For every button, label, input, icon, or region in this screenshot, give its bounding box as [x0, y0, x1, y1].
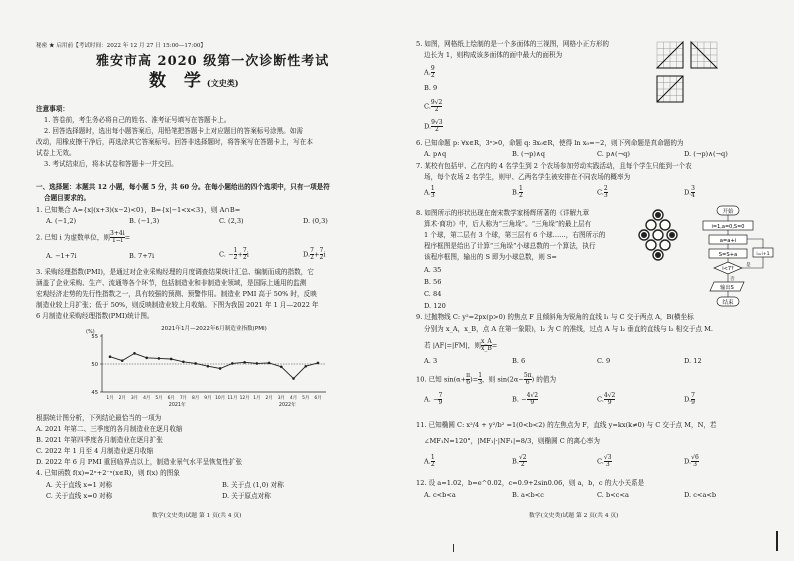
q7-option: A. $\frac{1}{3}$ [424, 185, 435, 199]
pmi-point [219, 367, 222, 370]
subject-name: 数 学 [149, 71, 207, 91]
pmi-point [304, 365, 307, 368]
section-heading: 一、选择题：本题共 12 小题，每小题 5 分，共 60 分。在每小题给出的四个选项中，只有一项是符 [36, 183, 330, 191]
x-tick-label: 2月 [265, 396, 273, 401]
q3-after: 根据统计图分析，下列结论最恰当的一项为 [36, 414, 162, 422]
q11-option: C. $\frac{√3}{3}$ [597, 454, 612, 468]
q9-line: 若 |AF|=|FM|，则 $\frac{x\_A}{x\_B}$ = [424, 338, 498, 352]
notice-line: 试卷上无效。 [36, 149, 76, 157]
q8-option: C. 84 [424, 290, 442, 298]
flowchart [687, 204, 777, 312]
q7-option: D. $\frac{3}{4}$ [684, 185, 695, 199]
q11-line: ∠MF₁N=120°，|MF₁|·|NF₁|=8/3，则椭圆 C 的离心率为 [424, 437, 600, 445]
flow-cond: i<7? [722, 266, 734, 272]
notice-heading: 注意事项： [36, 105, 69, 113]
q12-option: D. c<a<b [684, 491, 717, 499]
q3-line: 3. 采购经理指数(PMI)，是通过对企业采购经理的月度调查结果统计汇总、编制而成的指数，它 [36, 268, 314, 276]
q1-stem: 1. 已知集合 A={x|(x+3)(x−2)<0}，B={x|−1<x<3}，则 A∩B= [36, 206, 241, 214]
q5-option: D. $\frac{9√3}{2}$ [424, 119, 443, 133]
pmi-point [158, 357, 161, 360]
q3-line: 6 月制造业采购经理指数(PMI)统计图。 [36, 312, 154, 320]
q11-option: A. $\frac{1}{2}$ [424, 454, 435, 468]
q3-option: A. 2021 年第二、三季度的各月制造业在逐月收缩 [36, 425, 183, 433]
flow-inc: i=i+1 [756, 252, 770, 257]
pmi-point [268, 362, 271, 365]
q2-stem: 2. 已知 i 为虚数单位，则 $\frac{3+4i}{1-i}$ = [36, 230, 131, 244]
q9-option: A. 3 [424, 357, 438, 365]
q10-option: A. − $\frac{7}{9}$ [424, 392, 443, 406]
notice-line: 改动，用橡皮擦干净后，再选涂其它答案标号。回答非选择题时，将答案写在答题卡上，写在本 [36, 138, 313, 146]
q10-stem: 10. 已知 sin(α+ $\frac{\pi}{6}$ )= $\frac{1}{3}$ ，则 sin(2α− $\frac{5\pi}{6}$ ) 的值为 [416, 372, 557, 386]
q1-option: A. (−1,2) [46, 217, 77, 225]
q6-stem: 6. 已知命题 p: ∀x∈R，3ˣ>0，命题 q: ∃x₀∈R，使得 ln x₀=−2，则下列命题是真命题的为 [416, 139, 684, 147]
x-tick-label: 8月 [192, 396, 200, 401]
flow-step1: a=a+i [719, 238, 737, 244]
y-tick-label: 45 [91, 390, 98, 396]
q12-option: B. a<b<c [512, 491, 544, 499]
x-tick-label: 4月 [289, 396, 298, 401]
q8-line: 程序框图是给出了计算“三角垛”小球总数的一个算法，执行 [424, 242, 596, 250]
q8-option: D. 120 [424, 302, 446, 310]
q11-option: D. $\frac{√6}{3}$ [684, 454, 699, 468]
q10-option: B. − $\frac{4√2}{9}$ [512, 392, 539, 406]
pmi-point [280, 366, 283, 369]
q8-line: 算术·商功》中，后人称为“三角垛”。“三角垛”的最上层有 [424, 220, 592, 228]
section-heading: 合题目要求的。 [44, 194, 91, 202]
q9-option: B. 6 [512, 357, 526, 365]
q9-line: 9. 过抛物线 C: y²=2px(p>0) 的焦点 F 且倾斜角为锐角的直线 l₁ 与 C 交于两点 A，B(横坐标 [416, 313, 694, 321]
q1-option: D. (0,3) [303, 217, 328, 225]
q3-option: C. 2022 年 1 月至 4 月制造业逐月收缩 [36, 447, 154, 455]
x-tick-label: 2月 [118, 396, 126, 401]
q6-option: A. p∧q [424, 150, 447, 158]
fraction: $\frac{3+4i}{1-i}$ [110, 230, 125, 244]
q3-option: B. 2021 年第四季度各月制造业在逐月扩张 [36, 436, 163, 444]
x-tick-label: 3月 [130, 396, 139, 401]
q12-option: A. c<b<a [424, 491, 456, 499]
pmi-point [133, 352, 136, 355]
q5-option: B. 9 [424, 84, 438, 92]
q11-option: B. $\frac{√2}{2}$ [512, 454, 527, 468]
scan-mark [776, 531, 778, 551]
q3-line: 涵盖了企业采购、生产、流通等各个环节，包括制造业和非制造业领域，是国际上通用的监测 [36, 279, 307, 287]
x-tick-label: 7月 [179, 396, 188, 401]
exam-title: 雅安市高 2020 级第一次诊断性考试 [96, 54, 330, 69]
flow-step2: S=S+a [718, 252, 738, 258]
q4-option: D. 关于原点对称 [222, 492, 271, 500]
q2-option: D. $\frac{7}{2}$ + $\frac{7}{2}$ i [303, 247, 326, 261]
year-label-2021: 2021年 [168, 403, 186, 408]
q4-option: B. 关于点 (1,0) 对称 [222, 481, 284, 489]
notice-line: 1. 答卷前，考生务必将自己的姓名、准考证号填写在答题卡上。 [44, 116, 231, 124]
pmi-point [194, 362, 197, 365]
notice-line: 2. 回答选择题时，选出每小题答案后，用铅笔把答题卡上对应题目的答案标号涂黑。如需 [44, 127, 303, 135]
three-view-figure [655, 40, 723, 130]
q8-line: 1 个球，第二层有 3 个球，第三层有 6 个球……，右图所示的 [424, 231, 606, 239]
x-tick-label: 1月 [253, 396, 261, 401]
q4-option: A. 关于直线 x=1 对称 [46, 481, 113, 489]
q7-option: C. $\frac{2}{3}$ [597, 185, 608, 199]
x-tick-label: 1月 [106, 396, 114, 401]
flow-start: 开始 [722, 209, 734, 215]
x-tick-label: 5月 [155, 396, 163, 401]
q7-option: B. $\frac{1}{2}$ [512, 185, 523, 199]
pmi-point [145, 357, 148, 360]
x-tick-label: 9月 [204, 396, 212, 401]
q3-line: 制造业较上月扩张；低于 50%，则反映制造业较上月收缩。下图为我国 2021 年 1 月—2022 年 [36, 301, 319, 309]
pmi-point [121, 359, 124, 362]
q5-option: A. $\frac{9}{2}$ [424, 65, 435, 79]
flow-init: i=1,a=0,S=0 [711, 224, 745, 230]
pmi-point [243, 361, 246, 364]
x-tick-label: 6月 [167, 396, 175, 401]
q3-option: D. 2022 年 6 月 PMI 重回临界点以上，制造业景气水平呈恢复性扩张 [36, 458, 243, 466]
q4-stem: 4. 已知函数 f(x)=2ˣ+2⁻ˣ(x∈R)，则 f(x) 的图象 [36, 469, 180, 477]
q2-option: C. − $\frac{1}{2}$ + $\frac{7}{2}$ i [219, 247, 249, 261]
page-footer: 数学(文史类)试题 第 2 页(共 4 页) [529, 513, 619, 519]
x-tick-label: 5月 [302, 396, 310, 401]
chart-title: 2021年1月—2022年6月制造业指数(PMI) [161, 326, 267, 332]
q5-line: 5. 如图，网格纸上绘制的是一个多面体的三视图，网格小正方形的 [416, 40, 610, 48]
pmi-point [207, 365, 210, 368]
q1-option: B. (−1,3) [129, 217, 160, 225]
q8-option: A. 35 [424, 266, 442, 274]
subject-type: (文史类) [206, 78, 239, 88]
q6-option: B. (¬p)∧q [512, 150, 545, 158]
flow-end: 结束 [722, 300, 734, 306]
pmi-line-chart [68, 322, 338, 414]
pmi-point [256, 362, 259, 365]
x-tick-label: 12月 [239, 396, 250, 401]
pmi-point [231, 362, 234, 365]
y-tick-label: 50 [91, 362, 98, 368]
flow-output: 输出S [720, 285, 734, 291]
scan-mark [453, 544, 454, 552]
secret-line: 秘密 ★ 启用前【考试时间：2022 年 12 月 27 日 15:00—17:00】 [36, 43, 207, 49]
x-tick-label: 3月 [277, 396, 285, 401]
pmi-point [109, 355, 112, 358]
q11-line: 11. 已知椭圆 C: x²/4 + y²/b² =1(0<b<2) 的左焦点为 F，直线 y=kx(k≠0) 与 C 交于点 M，N，若 [416, 421, 717, 429]
y-axis-label: (%) [86, 329, 95, 335]
notice-line: 3. 考试结束后，将本试卷和答题卡一并交回。 [44, 160, 178, 168]
pmi-point [170, 358, 173, 361]
pmi-series-line [110, 353, 318, 378]
q9-option: C. 9 [597, 357, 611, 365]
q10-option: D. $\frac{7}{9}$ [684, 392, 695, 406]
flow-no: 否 [730, 277, 735, 282]
q8-line: 8. 如图所示的形状出现在南宋数学家杨辉所著的《详解九章 [416, 209, 590, 217]
q12-option: C. b<c<a [597, 491, 629, 499]
q8-option: B. 56 [424, 278, 442, 286]
q4-option: C. 关于直线 x=0 对称 [46, 492, 113, 500]
x-tick-label: 6月 [314, 396, 322, 401]
x-tick-label: 11月 [227, 396, 238, 401]
right-page [397, 0, 794, 561]
q7-line: 场，每个农场 2 名学生，则甲、乙两名学生被安排在不同农场的概率为 [424, 173, 631, 181]
q3-line: 宏观经济走势的先行性指数之一，具有较强的预测、预警作用。制造业 PMI 高于 50% 时，反映 [36, 290, 317, 298]
y-tick-label: 55 [91, 334, 98, 340]
q12-stem: 12. 设 a=1.02，b=e^0.02，c=0.9+2sin0.06，则 a，b，c 的大小关系是 [416, 479, 645, 487]
q6-option: D. (¬p)∧(¬q) [684, 150, 728, 158]
q10-option: C. $\frac{4√2}{9}$ [597, 392, 616, 406]
q9-option: D. 12 [684, 357, 702, 365]
q7-line: 7. 某校有包括甲、乙在内的 4 名学生到 2 个农场参加劳动实践活动，且每个学生只能到一个农 [416, 162, 692, 170]
x-tick-label: 4月 [143, 396, 151, 401]
q2-option: B. 7+7i [129, 252, 155, 260]
page-footer: 数学(文史类)试题 第 1 页(共 4 页) [152, 513, 242, 519]
year-label-2022: 2022年 [278, 403, 296, 408]
flow-yes: 是 [746, 263, 751, 268]
pmi-point [292, 377, 295, 380]
q9-line: 分别为 x_A，x_B，点 A 在第一象限)，l₂ 为 C 的准线，过点 A 与 l₂ 垂直的直线与 l₂ 相交于点 M. [424, 325, 713, 333]
q5-option: C. $\frac{9√2}{2}$ [424, 99, 443, 113]
q5-line: 边长为 1，则构成该多面体的面中最大的面积为 [424, 51, 563, 59]
x-tick-label: 10月 [215, 396, 226, 401]
ball-stack-figure [633, 208, 683, 264]
q6-option: C. p∧(¬q) [597, 150, 630, 158]
pmi-point [182, 360, 185, 363]
q1-option: C. (2,3) [219, 217, 244, 225]
subject-title [149, 71, 239, 91]
q2-option: A. −1+7i [46, 252, 77, 260]
pmi-point [317, 362, 320, 365]
q8-line: 该程序框图，输出的 S 即为小球总数，则 S= [424, 253, 557, 261]
